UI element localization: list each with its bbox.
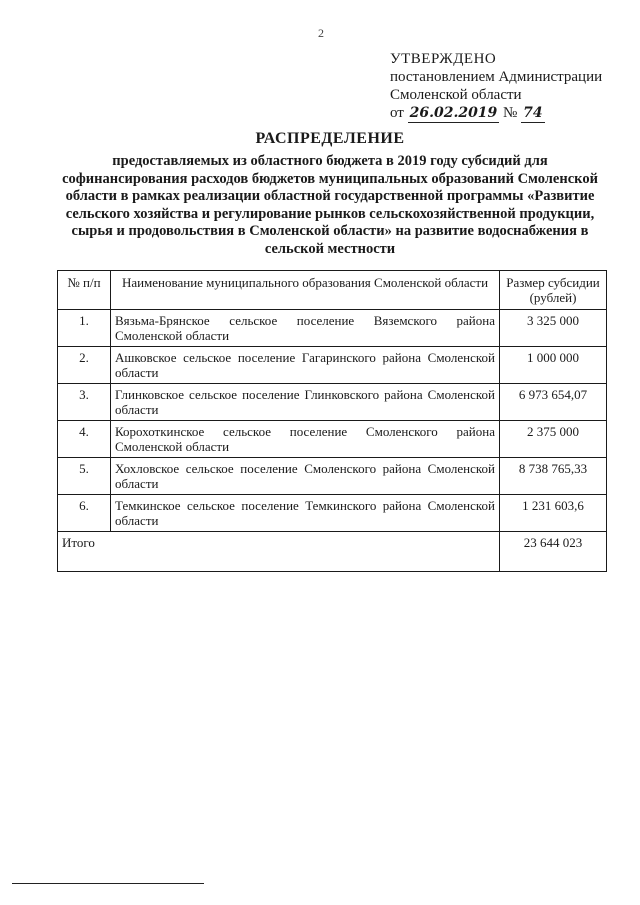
number-label: № <box>503 105 518 121</box>
table-row <box>58 384 607 421</box>
row-num: 3. <box>58 384 111 421</box>
approval-title: УТВЕРЖДЕНО <box>390 51 497 67</box>
approval-number: 74 <box>523 105 543 121</box>
approval-line-2: Смоленской области <box>390 87 522 103</box>
table-row <box>58 347 607 384</box>
header-num: № п/п <box>58 271 111 310</box>
distribution-table <box>57 270 607 572</box>
row-amount: 3 325 000 <box>500 310 607 347</box>
table-total-row <box>58 532 607 572</box>
document-heading <box>60 130 600 258</box>
row-num: 4. <box>58 421 111 458</box>
approval-date-line <box>390 104 602 123</box>
table-row <box>58 421 607 458</box>
total-amount: 23 644 023 <box>500 532 607 572</box>
approval-stamp <box>390 50 602 123</box>
page-number: 2 <box>318 26 324 40</box>
document-subtitle: предоставляемых из областного бюджета в 2019 году субсидий для софинансирования расходов бюджетов муниципальных образований Смоленской области в рамках реализации областной государственной программы «Развитие сельского хозяйства и регулирование рынков сельскохозяйственной продукции, сырья и продовольствия в Смоленской области» на развитие водоснабжения в сельской местности <box>62 153 598 257</box>
row-num: 1. <box>58 310 111 347</box>
header-name: Наименование муниципального образования Смоленской области <box>111 271 500 310</box>
row-num: 5. <box>58 458 111 495</box>
row-num: 6. <box>58 495 111 532</box>
table-row <box>58 310 607 347</box>
row-name: Вязьма-Брянское сельское поселение Вяземского района Смоленской области <box>111 310 500 347</box>
document-title: РАСПРЕДЕЛЕНИЕ <box>255 130 405 147</box>
header-amount: Размер субсидии (рублей) <box>500 271 607 310</box>
row-name: Темкинское сельское поселение Темкинского района Смоленской области <box>111 495 500 532</box>
approval-date: 26.02.2019 <box>409 105 498 121</box>
row-name: Хохловское сельское поселение Смоленского района Смоленской области <box>111 458 500 495</box>
row-name: Ашковское сельское поселение Гагаринского района Смоленской области <box>111 347 500 384</box>
from-label: от <box>390 105 404 121</box>
table-row <box>58 458 607 495</box>
row-amount: 1 000 000 <box>500 347 607 384</box>
row-amount: 8 738 765,33 <box>500 458 607 495</box>
total-label: Итого <box>58 532 500 572</box>
footnote-separator <box>12 883 204 884</box>
table-row <box>58 495 607 532</box>
approval-line-1: постановлением Администрации <box>390 69 603 85</box>
row-amount: 2 375 000 <box>500 421 607 458</box>
row-name: Корохоткинское сельское поселение Смоленского района Смоленской области <box>111 421 500 458</box>
table-header-row <box>58 271 607 310</box>
row-num: 2. <box>58 347 111 384</box>
row-name: Глинковское сельское поселение Глинковского района Смоленской области <box>111 384 500 421</box>
row-amount: 6 973 654,07 <box>500 384 607 421</box>
row-amount: 1 231 603,6 <box>500 495 607 532</box>
